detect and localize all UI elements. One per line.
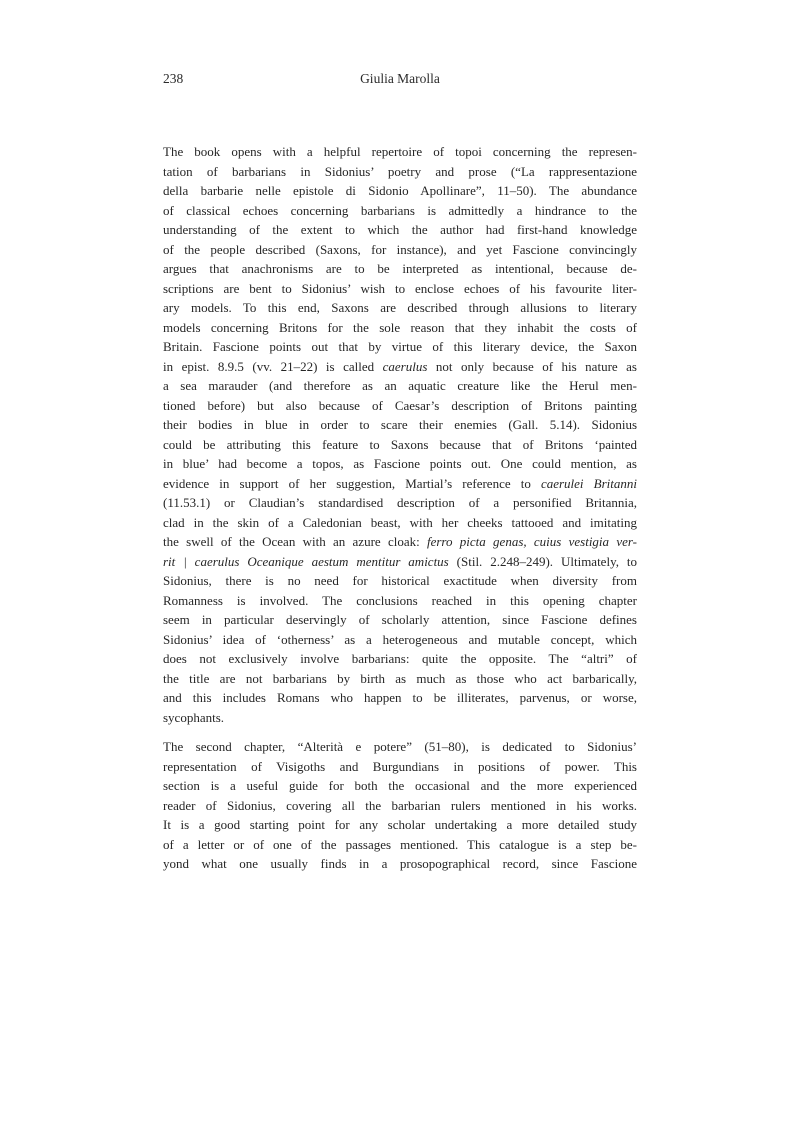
text-segment: does not exclusively involve barbarians: quite the opposite. The “altri” of [163, 651, 637, 666]
text-segment: tioned before) but also because of Caesar’s description of Britons painting [163, 397, 637, 413]
italic-text-segment: rit | caerulus Oceanique aestum mentitur amictus [163, 553, 449, 569]
text-line [163, 279, 637, 299]
text-segment: could be attributing this feature to Saxons because that of Britons ‘painted [163, 436, 637, 452]
text-line [163, 649, 637, 669]
text-line [163, 415, 637, 435]
paragraph [163, 142, 637, 727]
text-segment: the swell of the Ocean with an azure cloak: [163, 534, 427, 549]
text-line [163, 162, 637, 182]
text-segment: understanding of the extent to which the author had first-hand knowledge [163, 222, 637, 237]
text-segment: argues that anachronisms are to be interpreted as intentional, because de- [163, 261, 637, 276]
text-segment: (Stil. 2.248–249). Ultimately, to [448, 553, 637, 569]
text-line [163, 610, 637, 630]
text-line [163, 532, 637, 552]
italic-text-segment: ferro picta genas, cuius vestigia ver- [426, 534, 637, 549]
text-segment: seem in particular deservingly of scholarly attention, since Fascione defines [163, 612, 637, 627]
text-line [163, 435, 637, 455]
text-line [163, 454, 637, 474]
text-line [163, 513, 637, 533]
text-line [163, 669, 637, 689]
italic-text-segment: caerulus [382, 358, 428, 374]
text-line [163, 474, 637, 494]
page-header [163, 71, 637, 89]
text-segment: representation of Visigoths and Burgundians in positions of power. This [163, 758, 637, 774]
text-segment: scriptions are bent to Sidonius’ wish to enclose echoes of his favourite liter- [163, 280, 637, 296]
text-segment: Sidonius, there is no need for historical exactitude when diversity from [163, 573, 637, 588]
text-segment: It is a good starting point for any scholar undertaking a more detailed study [163, 817, 637, 832]
text-line [163, 757, 637, 777]
text-line [163, 737, 637, 757]
text-line [163, 201, 637, 221]
text-segment: Sidonius’ idea of ‘otherness’ as a heterogeneous and mutable concept, which [163, 631, 637, 647]
text-segment: of a letter or of one of the passages mentioned. This catalogue is a step be- [163, 836, 637, 852]
text-line [163, 815, 637, 835]
text-segment: sycophants. [163, 709, 225, 725]
text-segment: The second chapter, “Alterità e potere” (51–80), is dedicated to Sidonius’ [163, 739, 637, 754]
text-line [163, 708, 637, 728]
text-segment: yond what one usually finds in a prosopographical record, since Fascione [163, 856, 637, 871]
text-segment: section is a useful guide for both the occasional and the more experienced [163, 778, 637, 793]
text-segment: the title are not barbarians by birth as much as those who act barbarically, [163, 670, 637, 686]
italic-text-segment: caerulei Britanni [540, 475, 637, 491]
text-line [163, 854, 637, 874]
text-line [163, 318, 637, 338]
text-segment: in blue’ had become a topos, as Fascione points out. One could mention, as [163, 456, 637, 471]
text-line [163, 142, 637, 162]
text-segment: a sea marauder (and therefore as an aquatic creature like the Herul men- [163, 378, 637, 393]
text-segment: in epist. 8.9.5 (vv. 21–22) is called [163, 358, 383, 374]
paragraph [163, 737, 637, 874]
text-line [163, 835, 637, 855]
text-line [163, 357, 637, 377]
text-line [163, 376, 637, 396]
text-line [163, 396, 637, 416]
text-segment: tation of barbarians in Sidonius’ poetry and prose (“La rappresentazione [163, 163, 637, 179]
text-line [163, 776, 637, 796]
text-line [163, 630, 637, 650]
running-head: Giulia Marolla [360, 71, 440, 86]
text-segment: of the people described (Saxons, for instance), and yet Fascione convincingly [163, 241, 637, 257]
text-segment: Romanness is involved. The conclusions reached in this opening chapter [163, 592, 637, 608]
text-line [163, 259, 637, 279]
text-segment: of classical echoes concerning barbarians is admittedly a hindrance to the [163, 202, 637, 218]
page-number: 238 [163, 71, 184, 86]
text-segment: clad in the skin of a Caledonian beast, with her cheeks tattooed and imitating [163, 514, 637, 530]
text-line [163, 591, 637, 611]
text-segment: and this includes Romans who happen to be illiterates, parvenus, or worse, [163, 690, 637, 705]
text-line [163, 337, 637, 357]
text-segment: reader of Sidonius, covering all the barbarian rulers mentioned in his works. [163, 797, 637, 813]
text-line [163, 796, 637, 816]
text-segment: not only because of his nature as [427, 358, 637, 374]
text-segment: (11.53.1) or Claudian’s standardised description of a personified Britannia, [163, 495, 637, 510]
page-body [163, 142, 637, 884]
text-line [163, 240, 637, 260]
text-segment: The book opens with a helpful repertoire of topoi concerning the represen- [163, 144, 637, 159]
text-segment: della barbarie nelle epistole di Sidonio Apollinare”, 11–50). The abundance [163, 183, 637, 198]
text-line [163, 688, 637, 708]
text-line [163, 298, 637, 318]
text-line [163, 493, 637, 513]
text-segment: evidence in support of her suggestion, Martial’s reference to [163, 475, 541, 491]
text-line [163, 552, 637, 572]
text-segment: models concerning Britons for the sole reason that they inhabit the costs of [163, 319, 637, 335]
text-segment: their bodies in blue in order to scare their enemies (Gall. 5.14). Sidonius [163, 417, 637, 432]
text-segment: Britain. Fascione points out that by virtue of this literary device, the Saxon [163, 339, 637, 354]
text-segment: ary models. To this end, Saxons are described through allusions to literary [163, 300, 637, 315]
text-line [163, 571, 637, 591]
text-line [163, 220, 637, 240]
text-line [163, 181, 637, 201]
